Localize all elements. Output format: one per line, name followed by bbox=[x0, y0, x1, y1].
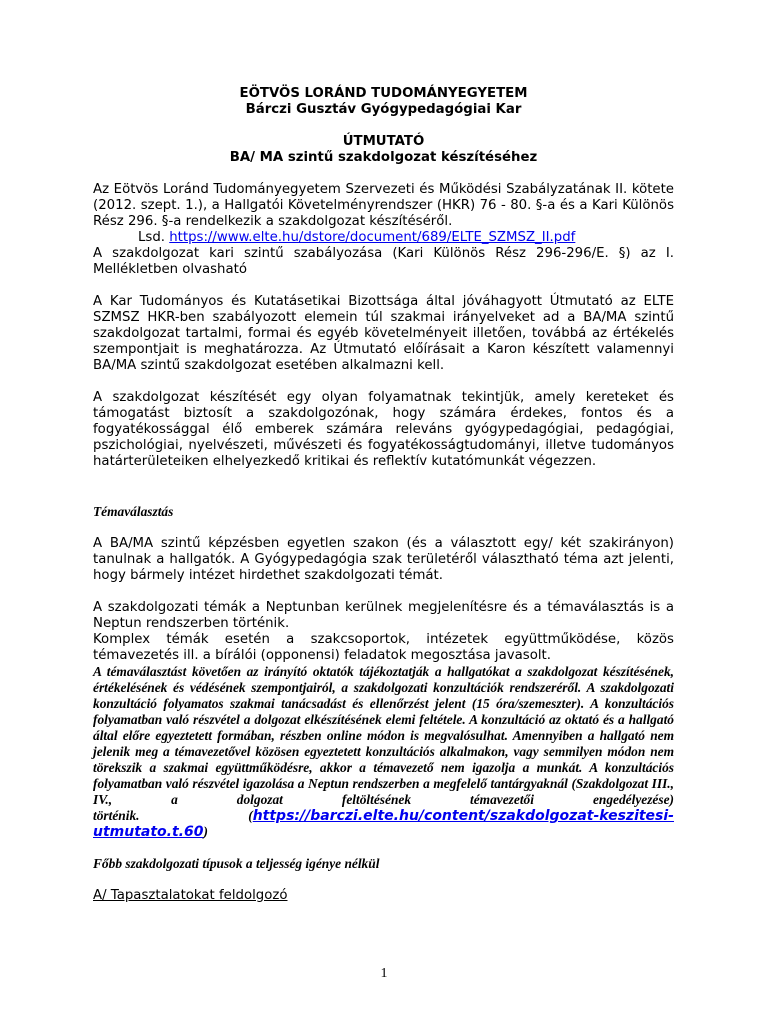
document-title: ÚTMUTATÓ bbox=[342, 134, 425, 149]
barczi-guide-link[interactable]: https://barczi.elte.hu/content/szakdolgozat-keszitesi-utmutato.t.60 bbox=[93, 808, 674, 840]
types-section-heading: Főbb szakdolgozati típusok a teljesség igénye nélkül bbox=[93, 856, 380, 871]
intro-paragraph-annex: A szakdolgozat kari szintű szabályozása (Kari Különös Rész 296-296/E. §) az I. Mellékletben olvasható bbox=[93, 246, 674, 277]
topic-paragraph-neptun: A szakdolgozati témák a Neptunban kerülnek megjelenítésre és a témaválasztás is a Neptun rendszerben történik. bbox=[93, 600, 674, 631]
intro-paragraph-guide: A Kar Tudományos és Kutatásetikai Bizottsága által jóváhagyott Útmutató az ELTE SZMSZ HKR-ben szabályozott elemein túl szakmai irányelveket ad a BA/MA szintű szakdolgozat tartalmi, formai és egyéb követelményeit illetően, továbbá az értékelés szempontjait is meghatározza. Az Útmutató előírásait a Karon készített valamennyi BA/MA szintű szakdolgozat esetében alkalmazni kell. bbox=[93, 294, 674, 373]
document-page bbox=[93, 86, 674, 904]
topic-section-heading: Témaválasztás bbox=[93, 504, 174, 519]
lsd-line bbox=[93, 230, 674, 246]
close-paren: ) bbox=[203, 824, 208, 839]
types-subheading-a: A/ Tapasztalatokat feldolgozó bbox=[93, 888, 288, 903]
page-number: 1 bbox=[380, 966, 388, 981]
intro-paragraph-regulations: Az Eötvös Loránd Tudományegyetem Szervezeti és Működési Szabályzatának II. kötete (2012. szept. 1.), a Hallgatói Követelményrendszer (HKR) 76 - 80. §-a és a Kari Különös Rész 296. §-a rendelkezik a szakdolgozat készítéséről. bbox=[93, 182, 674, 229]
university-name: EÖTVÖS LORÁND TUDOMÁNYEGYETEM bbox=[239, 86, 528, 101]
szmsz-link[interactable]: https://www.elte.hu/dstore/document/689/ELTE_SZMSZ_II.pdf bbox=[169, 230, 576, 245]
open-paren: ( bbox=[248, 808, 253, 823]
consultation-text: A témaválasztást követően az irányító oktatók tájékoztatják a hallgatókat a szakdolgozat készítésének, értékelésének és védésének szempontjairól, a szakdolgozati konzultációk rendszeréről. A szakdolgozati konzultáció folyamatos szakmai tanácsadást és ellenőrzést jelent (15 óra/szemeszter). A konzultációs folyamatban való részvétel a dolgozat elkészítésének elemi feltétele. A konzultáció az oktató és a hallgató által előre egyeztetett formában, részben online módon is megvalósulhat. Amennyiben a hallgató nem jelenik meg a témavezetővel közösen egyeztetett konzultációs alkalmakon, vagy semmilyen módon nem törekszik a szakmai együttműködésre, akkor a témavezető nem igazolja a munkát. A konzultációs folyamatban való részvétel igazolása a Neptun rendszerben a megfelelő tantárgyaknál (Szakdolgozat III., IV., a dolgozat feltöltésének témavezetői engedélyezése) történik. bbox=[93, 664, 674, 823]
intro-paragraph-process: A szakdolgozat készítését egy olyan folyamatnak tekintjük, amely kereteket és támogatást biztosít a szakdolgozónak, hogy számára érdekes, fontos és a fogyatékossággal élő emberek számára releváns gyógypedagógiai, pedagógiai, pszichológiai, nyelvészeti, művészeti és fogyatékosságtudományi, illetve tudományos határterületeiken elhelyezkedő kritikai és reflektív kutatómunkát végezzen. bbox=[93, 390, 674, 469]
lsd-prefix: Lsd. bbox=[138, 230, 170, 245]
document-subtitle: BA/ MA szintű szakdolgozat készítéséhez bbox=[229, 150, 538, 165]
topic-paragraph-consultation bbox=[93, 664, 674, 840]
faculty-name: Bárczi Gusztáv Gyógypedagógiai Kar bbox=[245, 102, 522, 117]
topic-paragraph-single-major: A BA/MA szintű képzésben egyetlen szakon (és a választott egy/ két szakirányon) tanulnak a hallgatók. A Gyógypedagógia szak területéről választható téma azt jelenti, hogy bármely intézet hirdethet szakdolgozati témát. bbox=[93, 536, 674, 583]
topic-paragraph-complex: Komplex témák esetén a szakcsoportok, intézetek együttműködése, közös témavezetés ill. a bírálói (opponensi) feladatok megosztása javasolt. bbox=[93, 632, 674, 663]
